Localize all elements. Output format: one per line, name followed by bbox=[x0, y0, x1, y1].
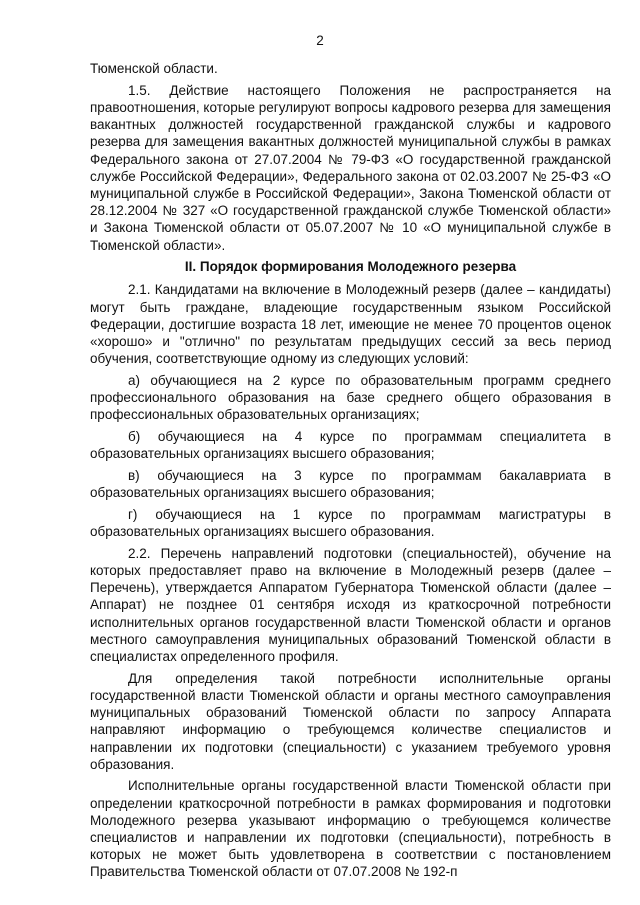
paragraph-1-5: 1.5. Действие настоящего Положения не распространяется на правоотношения, которые регулируют вопросы кадрового резерва для замещения вакантных должностей государственной гражданской службы и кадрового резерва для замещения вакантных должностей муниципальной службы в рамках Федерального закона от 27.07.2004 № 79-ФЗ «О государственной гражданской службе Российской Федерации», Федерального закона от 02.03.2007 № 25-ФЗ «О муниципальной службе в Российской Федерации», Закона Тюменской области от 28.12.2004 № 327 «О государственной гражданской службе Тюменской области» и Закона Тюменской области от 05.07.2007 № 10 «О муниципальной службе в Тюменской области». bbox=[90, 82, 611, 253]
list-item-b: б) обучающиеся на 4 курсе по программам специалитета в образовательных организациях высшего образования; bbox=[90, 429, 611, 462]
document-body bbox=[90, 60, 611, 885]
paragraph-executive-bodies: Исполнительные органы государственной власти Тюменской области при определении краткосрочной потребности в рамках формирования и подготовки Молодежного резерва указывают информацию о требующемся количестве специалистов и направлении их подготовки (специальности), потребность в которых не может быть удовлетворена в соответствии с постановлением Правительства Тюменской области от 07.07.2008 № 192-п bbox=[90, 778, 611, 880]
paragraph-2-2: 2.2. Перечень направлений подготовки (специальностей), обучение на которых предоставляет право на включение в Молодежный резерв (далее – Перечень), утверждается Аппаратом Губернатора Тюменской области (далее – Аппарат) не позднее 01 сентября исходя из краткосрочной потребности исполнительных органов государственной власти Тюменской области и органов местного самоуправления муниципальных образований Тюменской области в специалистах определенного профиля. bbox=[90, 545, 611, 664]
paragraph-2-1: 2.1. Кандидатами на включение в Молодежный резерв (далее – кандидаты) могут быть граждане, владеющие государственным языком Российской Федерации, достигшие возраста 18 лет, имеющие не менее 70 процентов оценок «хорошо» и "отлично" по результатам предыдущих сессий за весь период обучения, соответствующие одному из следующих условий: bbox=[90, 282, 611, 367]
section-heading: II. Порядок формирования Молодежного резерва bbox=[184, 259, 517, 275]
paragraph-demand: Для определения такой потребности исполнительные органы государственной власти Тюменской области и органы местного самоуправления муниципальных образований Тюменской области по запросу Аппарата направляют информацию о требующемся количестве специалистов и направлении их подготовки (специальности) с указанием требуемого уровня образования. bbox=[90, 670, 611, 772]
list-item-g: г) обучающиеся на 1 курсе по программам магистратуры в образовательных организациях высшего образования. bbox=[90, 506, 611, 540]
page-number: 2 bbox=[316, 33, 324, 48]
list-item-v: в) обучающиеся на 3 курсе по программам бакалавриата в образовательных организациях высшего образования; bbox=[90, 467, 611, 501]
paragraph-continuation: Тюменской области. bbox=[90, 61, 218, 76]
list-item-a: а) обучающиеся на 2 курсе по образовательным программ среднего профессионального образования на базе среднего общего образования в профессиональных образовательных организациях; bbox=[90, 372, 611, 423]
